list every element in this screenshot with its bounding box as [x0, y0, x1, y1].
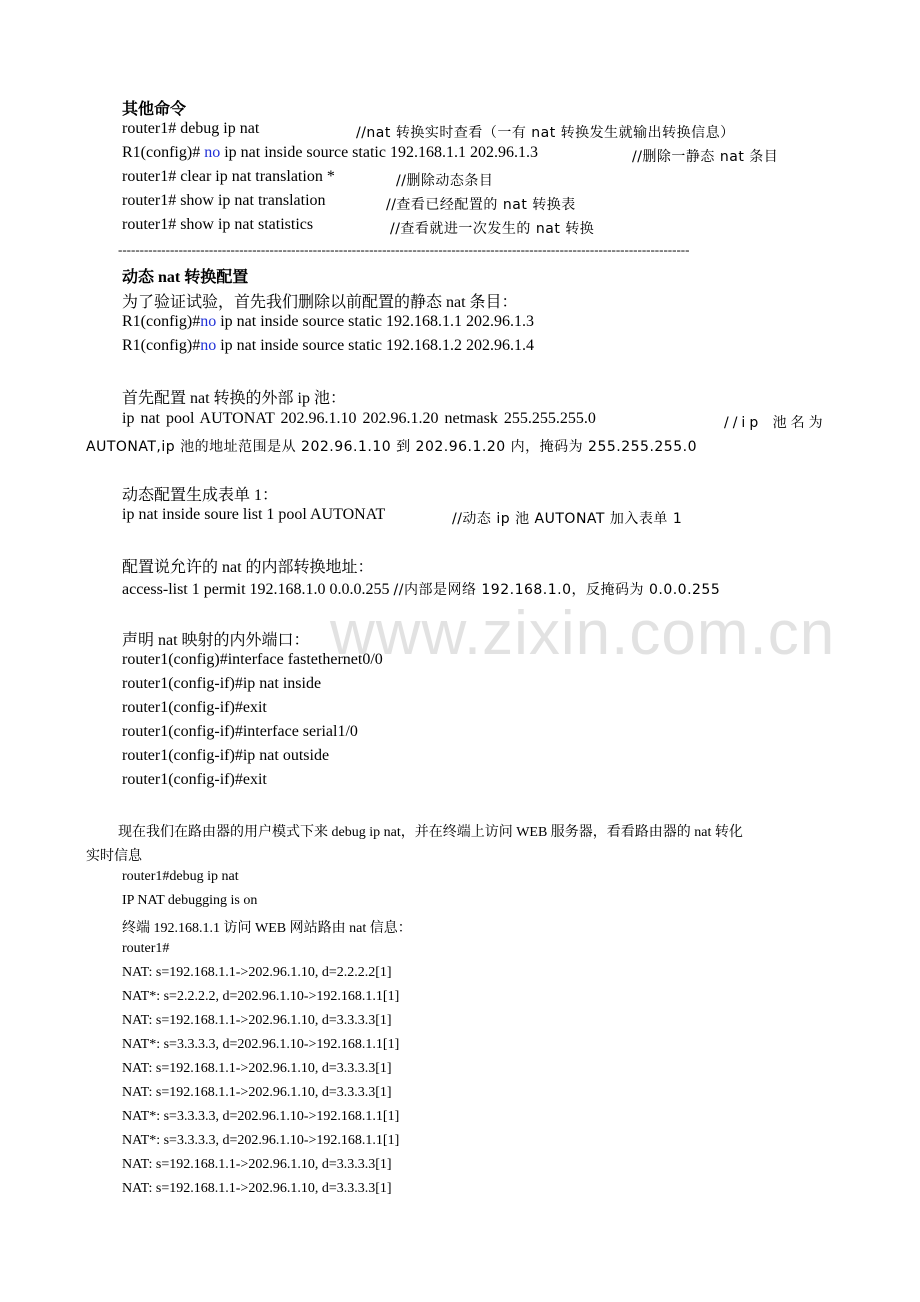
- cmd-comment: //删除一静态 nat 条目: [632, 149, 779, 165]
- no-keyword: no: [200, 313, 217, 330]
- cmd-comment: //动态 ip 池 AUTONAT 加入表单 1: [452, 511, 683, 527]
- intro-text: 为了验证试验，首先我们删除以前配置的静态 nat 条目：: [122, 294, 518, 311]
- section-title-other-commands: 其他命令: [122, 101, 187, 118]
- nat-log-line: NAT: s=192.168.1.1->202.96.1.10, d=3.3.3.3[1]: [122, 1085, 392, 1100]
- cmd-text-pre: R1(config)#: [122, 337, 201, 354]
- acl-command: [122, 579, 720, 599]
- port-line: router1(config-if)#exit: [122, 771, 267, 788]
- nat-log-line: NAT: s=192.168.1.1->202.96.1.10, d=3.3.3.3[1]: [122, 1061, 392, 1076]
- debug-paragraph: 现在我们在路由器的用户模式下来 debug ip nat，并在终端上访问 WEB 服务器，看看路由器的 nat 转化: [118, 825, 743, 840]
- debug-paragraph-continued: 实时信息: [86, 849, 142, 864]
- cmd-text: ip nat pool AUTONAT 202.96.1.10 202.96.1.20 netmask 255.255.255.0: [122, 410, 596, 427]
- nat-log-line: NAT: s=192.168.1.1->202.96.1.10, d=3.3.3.3[1]: [122, 1013, 392, 1028]
- cmd-comment: //内部是网络 192.168.1.0，反掩码为 0.0.0.255: [393, 582, 721, 598]
- nat-log-line: NAT*: s=2.2.2.2, d=202.96.1.10->192.168.1.1[1]: [122, 989, 400, 1004]
- cmd-comment: //nat 转换实时查看（一有 nat 转换发生就输出转换信息）: [356, 125, 735, 141]
- pool-command: [122, 410, 827, 431]
- acl-heading: 配置说允许的 nat 的内部转换地址：: [122, 559, 374, 576]
- nat-log-line: NAT*: s=3.3.3.3, d=202.96.1.10->192.168.1.1[1]: [122, 1109, 400, 1124]
- cmd-text: ip nat inside soure list 1 pool AUTONAT: [122, 506, 386, 523]
- port-line: router1(config-if)#interface serial1/0: [122, 723, 358, 740]
- port-line: router1(config-if)#ip nat inside: [122, 675, 322, 692]
- dashed-separator: ------------------------------------------------------------------------------------------------------------------------------------: [118, 242, 690, 257]
- cmd-line-clear: [122, 168, 494, 189]
- nat-log-line: NAT*: s=3.3.3.3, d=202.96.1.10->192.168.1.1[1]: [122, 1037, 400, 1052]
- no-keyword: no: [200, 337, 217, 354]
- pool-heading: 首先配置 nat 转换的外部 ip 池：: [122, 390, 346, 407]
- port-heading: 声明 nat 映射的内外端口：: [122, 632, 310, 649]
- cmd-comment: //查看就进一次发生的 nat 转换: [390, 221, 595, 237]
- cmd-line-show-translation: [122, 192, 576, 213]
- cmd-text-post: ip nat inside source static 192.168.1.2 202.96.1.4: [216, 337, 534, 354]
- no-static-line-1: [122, 313, 534, 331]
- cmd-text: router1# show ip nat statistics: [122, 216, 314, 233]
- cmd-text: access-list 1 permit 192.168.1.0 0.0.0.255: [122, 581, 390, 598]
- cmd-comment: //ip 池名为: [724, 415, 827, 431]
- nat-log-line: NAT: s=192.168.1.1->202.96.1.10, d=2.2.2.2[1]: [122, 965, 392, 980]
- cmd-text-post: ip nat inside source static 192.168.1.1 202.96.1.3: [216, 313, 534, 330]
- pool-comment-continued: AUTONAT,ip 池的地址范围是从 202.96.1.10 到 202.96.1.20 内，掩码为 255.255.255.0: [86, 439, 697, 455]
- list-heading: 动态配置生成表单 1：: [122, 487, 279, 504]
- cmd-line-show-statistics: [122, 216, 595, 237]
- debug-line: 终端 192.168.1.1 访问 WEB 网站路由 nat 信息：: [122, 921, 412, 936]
- nat-log-line: NAT: s=192.168.1.1->202.96.1.10, d=3.3.3.3[1]: [122, 1181, 392, 1196]
- cmd-text: router1# show ip nat translation: [122, 192, 326, 209]
- cmd-text-pre: R1(config)#: [122, 144, 205, 161]
- cmd-text-post: ip nat inside source static 192.168.1.1 202.96.1.3: [220, 144, 538, 161]
- nat-log-line: NAT*: s=3.3.3.3, d=202.96.1.10->192.168.1.1[1]: [122, 1133, 400, 1148]
- cmd-comment: //查看已经配置的 nat 转换表: [386, 197, 576, 213]
- cmd-text-pre: R1(config)#: [122, 313, 201, 330]
- cmd-line-debug: [122, 120, 735, 141]
- list-command: [122, 506, 683, 527]
- section-title-dynamic-nat: 动态 nat 转换配置: [122, 269, 249, 286]
- debug-line: router1#debug ip nat: [122, 869, 239, 884]
- port-line: router1(config)#interface fastethernet0/0: [122, 651, 383, 668]
- no-static-line-2: [122, 337, 534, 355]
- port-line: router1(config-if)#exit: [122, 699, 267, 716]
- port-line: router1(config-if)#ip nat outside: [122, 747, 330, 764]
- cmd-line-no-static: [122, 144, 779, 165]
- watermark: www.zixin.com.cn: [330, 599, 836, 668]
- cmd-comment: //删除动态条目: [396, 173, 494, 189]
- debug-line: router1#: [122, 941, 170, 956]
- nat-log-line: NAT: s=192.168.1.1->202.96.1.10, d=3.3.3.3[1]: [122, 1157, 392, 1172]
- cmd-text: router1# clear ip nat translation *: [122, 168, 335, 185]
- cmd-text: router1# debug ip nat: [122, 120, 260, 137]
- no-keyword: no: [204, 144, 221, 161]
- debug-line: IP NAT debugging is on: [122, 893, 258, 908]
